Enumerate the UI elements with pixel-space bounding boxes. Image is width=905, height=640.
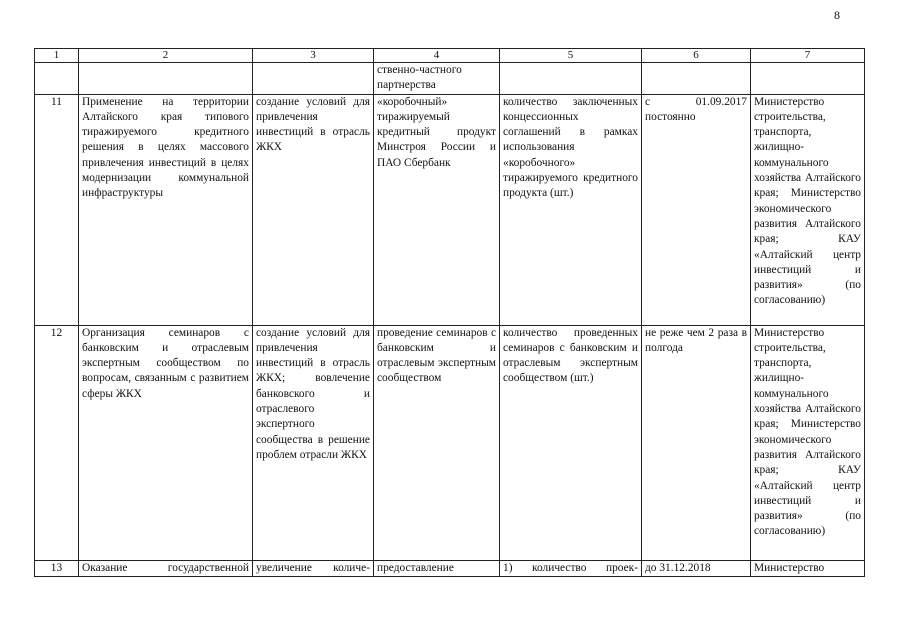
row-number: 13 [35,560,79,576]
measure-cell: Оказание государственной [79,560,253,576]
mechanism-cell: «коробочный» тиражируемый кредитный продукт Минстроя России и ПАО Сбербанк [374,94,500,325]
table-row [35,94,865,325]
term-cell: не реже чем 2 раза в полгода [642,325,751,560]
indicator-cell: 1) количество проек- [500,560,642,576]
column-number: 6 [642,49,751,63]
table-row [35,325,865,560]
page-number: 8 [834,8,840,22]
continuation-row [35,63,865,95]
column-number: 4 [374,49,500,63]
executor-cell: Министерство строительства, транспорта, жилищно-коммунального хозяйства Алтайского края; Министерство экономического развития Алтайского края; КАУ «Алтайский центр инвестиций и развития» (по согласованию) [751,325,865,560]
mechanism-cell: предоставление [374,560,500,576]
measure-cell: Организация семинаров с банковским и отраслевым экспертным сообществом по вопросам, связанным с развитием сферы ЖКХ [79,325,253,560]
column-number-row [35,49,865,63]
column-number: 1 [35,49,79,63]
column-number: 5 [500,49,642,63]
goal-cell: увеличение количе- [253,560,374,576]
row-number: 12 [35,325,79,560]
table-row [35,560,865,576]
row-number: 11 [35,94,79,325]
executor-cell: Министерство [751,560,865,576]
continuation-text: ственно-частного партнерства [377,64,462,92]
indicator-cell: количество проведенных семинаров с банковским и отраслевым экспертным сообществом (шт.) [500,325,642,560]
column-number: 3 [253,49,374,63]
measure-cell: Применение на территории Алтайского края типового тиражируемого кредитного решения в целях массового привлечения инвестиций в целях модернизации коммунальной инфраструктуры [79,94,253,325]
term-cell: до 31.12.2018 [642,560,751,576]
measures-table [34,48,865,577]
term-cell: с 01.09.2017 постоянно [642,94,751,325]
goal-cell: создание условий для привлечения инвестиций в отрасль ЖКХ; вовлечение банковского и отраслевого экспертного сообщества в решение проблем отрасли ЖКХ [253,325,374,560]
indicator-cell: количество заключенных концессионных соглашений в рамках использования «коробочного» тиражируемого кредитного продукта (шт.) [500,94,642,325]
mechanism-cell: проведение семинаров с банковским и отраслевым экспертным сообществом [374,325,500,560]
column-number: 2 [79,49,253,63]
executor-cell: Министерство строительства, транспорта, жилищно-коммунального хозяйства Алтайского края; Министерство экономического развития Алтайского края; КАУ «Алтайский центр инвестиций и развития» (по согласованию) [751,94,865,325]
goal-cell: создание условий для привлечения инвестиций в отрасль ЖКХ [253,94,374,325]
column-number: 7 [751,49,865,63]
